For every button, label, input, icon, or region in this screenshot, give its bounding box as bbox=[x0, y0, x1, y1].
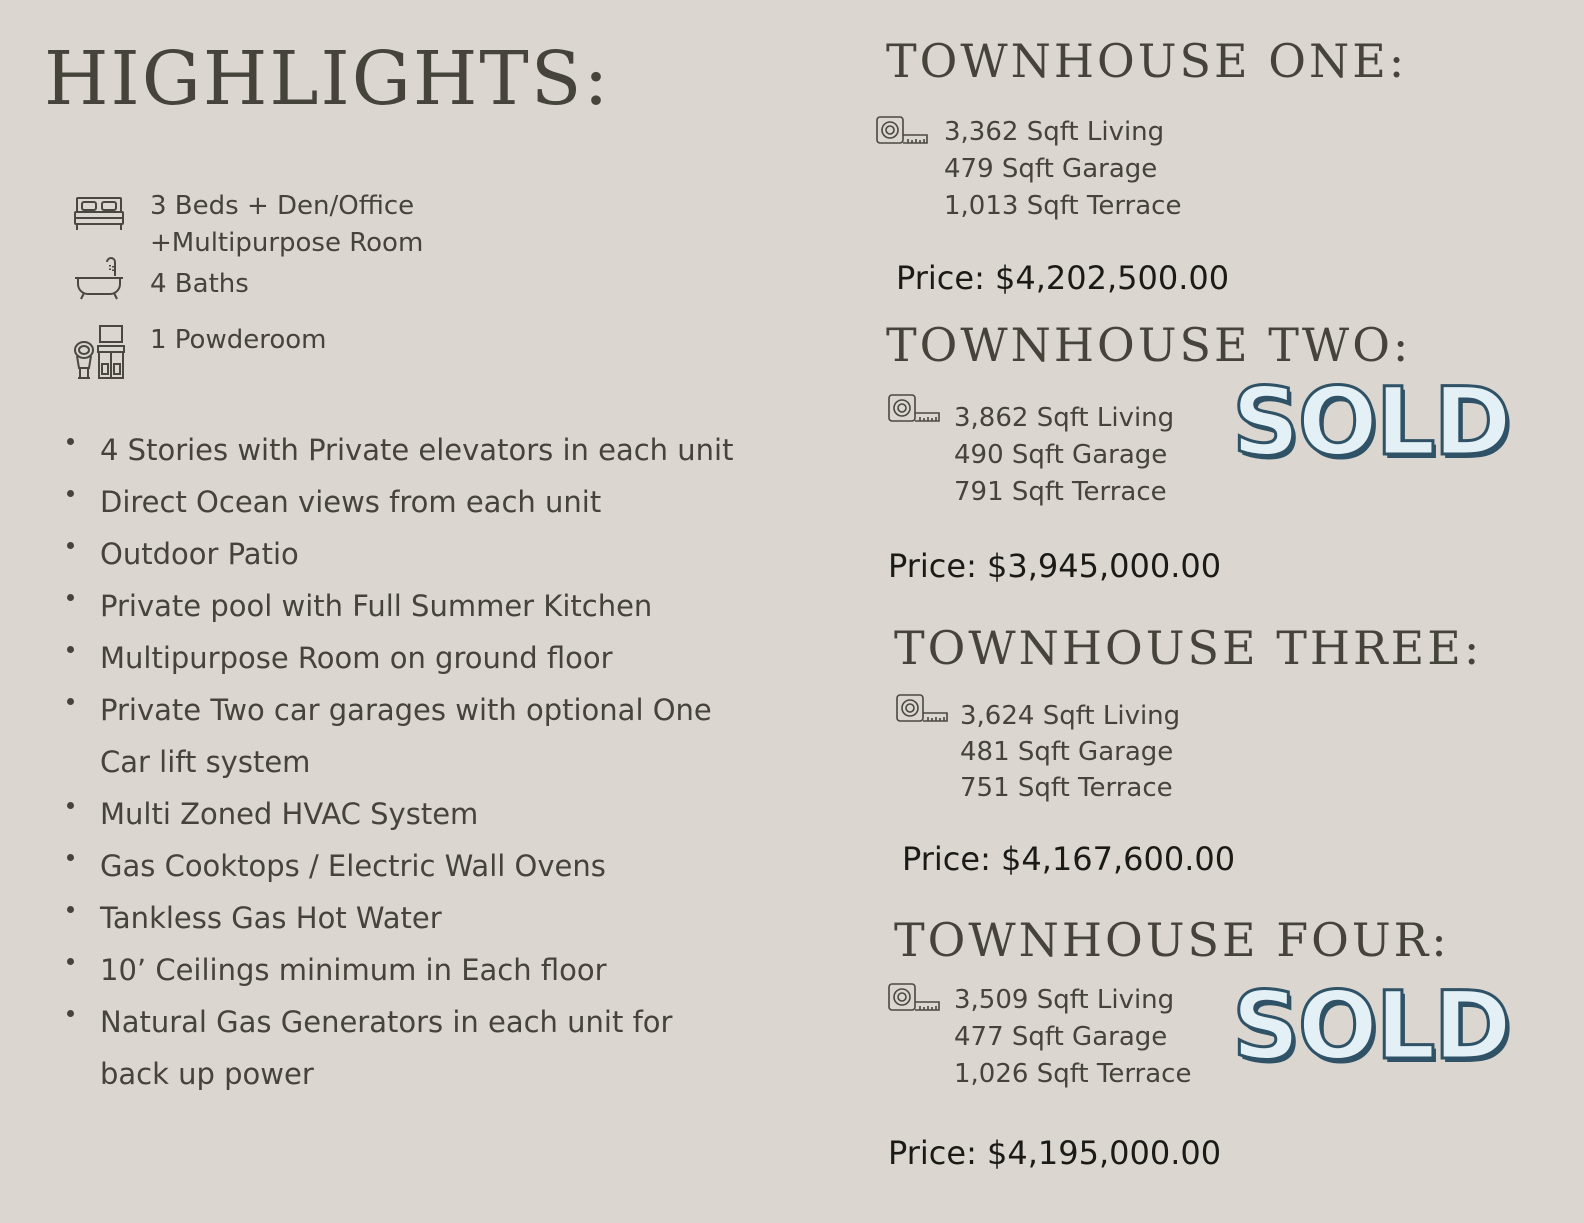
list-item: Private Two car garages with optional One Car lift system bbox=[64, 684, 744, 788]
list-item: Multi Zoned HVAC System bbox=[64, 788, 744, 840]
townhouse-four-sqft bbox=[954, 982, 1191, 1093]
townhouse-two-title: TOWNHOUSE TWO: bbox=[886, 318, 1412, 372]
townhouse-three-price: Price: $4,167,600.00 bbox=[902, 840, 1236, 878]
list-item: Outdoor Patio bbox=[64, 528, 744, 580]
townhouse-one-sqft bbox=[944, 114, 1181, 225]
list-item: Direct Ocean views from each unit bbox=[64, 476, 744, 528]
living-sqft: 3,624 Sqft Living bbox=[960, 701, 1181, 731]
tape-measure-icon bbox=[888, 982, 940, 1014]
highlights-title: HIGHLIGHTS: bbox=[44, 36, 611, 122]
bed-icon bbox=[74, 194, 124, 234]
townhouse-four-price: Price: $4,195,000.00 bbox=[888, 1134, 1222, 1172]
terrace-sqft: 1,013 Sqft Terrace bbox=[944, 191, 1182, 221]
beds-line: 3 Beds + Den/Office bbox=[150, 191, 415, 221]
multipurpose-line: +Multipurpose Room bbox=[150, 228, 424, 258]
garage-sqft: 477 Sqft Garage bbox=[954, 1022, 1168, 1052]
living-sqft: 3,509 Sqft Living bbox=[954, 985, 1175, 1015]
garage-sqft: 490 Sqft Garage bbox=[954, 440, 1168, 470]
list-item: Tankless Gas Hot Water bbox=[64, 892, 744, 944]
living-sqft: 3,862 Sqft Living bbox=[954, 403, 1175, 433]
powder-room-icon bbox=[72, 324, 128, 382]
townhouse-one-title: TOWNHOUSE ONE: bbox=[886, 34, 1408, 88]
bathtub-icon bbox=[74, 256, 124, 302]
list-item: Private pool with Full Summer Kitchen bbox=[64, 580, 744, 632]
tape-measure-icon bbox=[876, 115, 928, 147]
list-item: Natural Gas Generators in each unit for back up power bbox=[64, 996, 744, 1100]
townhouse-two-price: Price: $3,945,000.00 bbox=[888, 547, 1222, 585]
garage-sqft: 479 Sqft Garage bbox=[944, 154, 1158, 184]
living-sqft: 3,362 Sqft Living bbox=[944, 117, 1165, 147]
list-item: 4 Stories with Private elevators in each unit bbox=[64, 424, 744, 476]
sold-badge: SOLD bbox=[1232, 368, 1510, 477]
townhouse-four-title: TOWNHOUSE FOUR: bbox=[894, 913, 1450, 967]
townhouse-three-title: TOWNHOUSE THREE: bbox=[894, 621, 1483, 675]
feature-powderroom: 1 Powderoom bbox=[150, 325, 327, 355]
highlights-list bbox=[64, 424, 744, 1100]
terrace-sqft: 751 Sqft Terrace bbox=[960, 773, 1173, 803]
list-item: 10’ Ceilings minimum in Each floor bbox=[64, 944, 744, 996]
tape-measure-icon bbox=[896, 693, 948, 725]
terrace-sqft: 791 Sqft Terrace bbox=[954, 477, 1167, 507]
terrace-sqft: 1,026 Sqft Terrace bbox=[954, 1059, 1192, 1089]
feature-baths: 4 Baths bbox=[150, 269, 249, 299]
townhouse-one-price: Price: $4,202,500.00 bbox=[896, 259, 1230, 297]
tape-measure-icon bbox=[888, 393, 940, 425]
sold-badge: SOLD bbox=[1232, 972, 1510, 1081]
garage-sqft: 481 Sqft Garage bbox=[960, 737, 1174, 767]
townhouse-three-sqft bbox=[960, 698, 1180, 806]
list-item: Gas Cooktops / Electric Wall Ovens bbox=[64, 840, 744, 892]
list-item: Multipurpose Room on ground floor bbox=[64, 632, 744, 684]
feature-beds bbox=[150, 188, 423, 262]
townhouse-two-sqft bbox=[954, 400, 1174, 511]
